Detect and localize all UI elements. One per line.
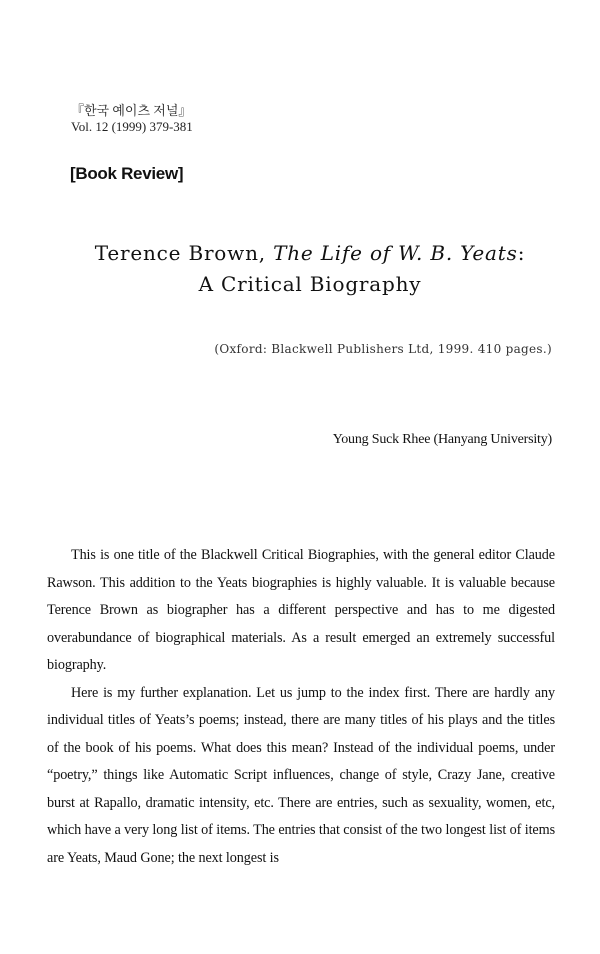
reviewer-byline: Young Suck Rhee (Hanyang University) bbox=[332, 432, 552, 447]
publication-info: (Oxford: Blackwell Publishers Ltd, 1999. 410 pages.) bbox=[214, 342, 552, 356]
title-author: Terence Brown, bbox=[94, 241, 266, 265]
title-line-1 bbox=[40, 238, 580, 269]
section-label: [Book Review] bbox=[70, 164, 184, 183]
title-colon: : bbox=[517, 241, 526, 265]
review-body bbox=[47, 542, 555, 872]
title-subtitle: A Critical Biography bbox=[198, 272, 422, 296]
title-book: The Life of W. B. Yeats bbox=[273, 241, 518, 265]
body-paragraph-1: This is one title of the Blackwell Critical Biographies, with the general editor Claude Rawson. This addition to the Yeats biographies is highly valuable. It is valuable because Terence Brown as biographer has a different perspective and has to me digested overabundance of biographical materials. As a result emerged an extremely successful biography. bbox=[47, 547, 555, 673]
journal-volume: Vol. 12 (1999) 379-381 bbox=[71, 119, 193, 134]
review-title bbox=[40, 238, 580, 300]
journal-name: 『한국 예이츠 저널』 bbox=[71, 103, 192, 118]
body-paragraph-2: Here is my further explanation. Let us jump to the index first. There are hardly any individual titles of Yeats’s poems; instead, there are many titles of his plays and the titles of the book of his poems. What does this mean? Instead of the individual poems, under “poetry,” things like Automatic Script influences, change of style, Crazy Jane, creative burst at Rapallo, dramatic intensity, etc. There are entries, such as sexuality, women, etc, which have a very long list of items. The entries that consist of the two longest list of items are Yeats, Maud Gone; the next longest is bbox=[47, 684, 555, 866]
